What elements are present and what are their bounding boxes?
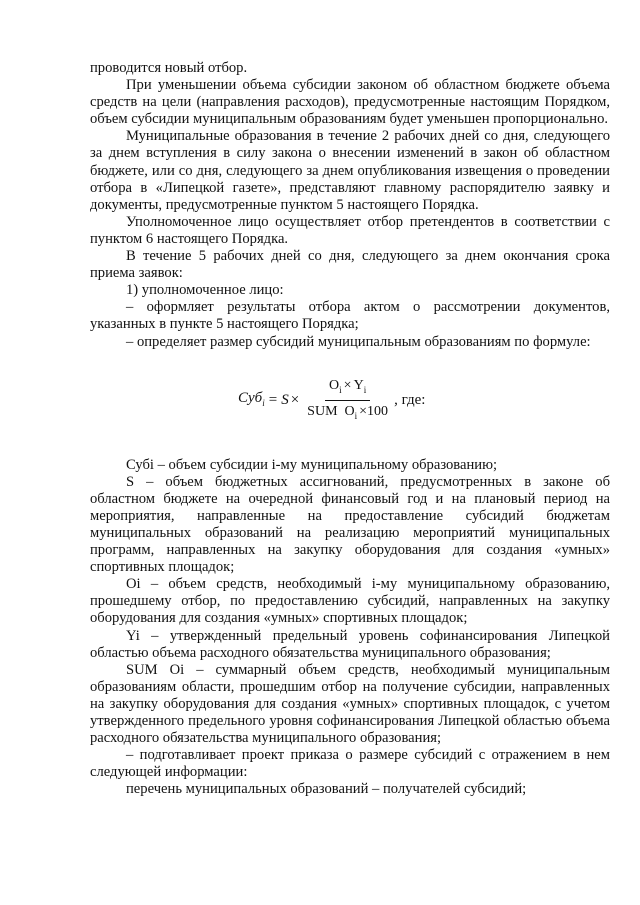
paragraph-sum-definition: SUM Oi – суммарный объем средств, необходимый муниципальным образованиям области, прошедшим отбор на получение субсидии, направленных на закупку оборудования для создания «умных» спортивных площадок, с учетом утвержденного предельного уровня софинансирования Липецкой областью объема расходного обязательства муниципального образования;	[90, 661, 610, 747]
paragraph-sub-definition: Субi – объем субсидии i-му муниципальному образованию;	[126, 456, 498, 473]
formula-numerator: $O_i \times Y_i$	[325, 377, 370, 402]
subsidy-formula	[238, 377, 425, 426]
paragraph-s-definition: S – объем бюджетных ассигнований, предусмотренных в законе об областном бюджете на очередной финансовый год и на плановый период на мероприятия, направленные на предоставление субсидий бюджетам муниципальных образований на реализацию мероприятий муниципальных программ, направленных на закупку оборудования для создания «умных» спортивных площадок;	[90, 473, 610, 576]
text-section-bottom	[90, 457, 610, 799]
paragraph-recipients-list: перечень муниципальных образований – получателей субсидий;	[126, 781, 527, 798]
formula-denominator: SUM $O_i \times 100$	[307, 404, 389, 422]
formula-s: S	[281, 392, 289, 409]
paragraph-authorized-person: 1) уполномоченное лицо:	[126, 282, 284, 299]
formula-lhs: Суб$_i$	[238, 389, 265, 408]
paragraph-y-definition: Yi – утвержденный предельный уровень софинансирования Липецкой областью объема расходного обязательства муниципального образования;	[90, 627, 610, 661]
formula-block	[90, 351, 610, 457]
paragraph-new-selection: проводится новый отбор.	[90, 60, 248, 76]
paragraph-municipal-deadline: Муниципальные образования в течение 2 рабочих дней со дня, следующего за днем вступления в силу закона о внесении изменений в закон об областном бюджете, или со дня, следующего за днем опубликования извещения о проведении отбора в «Липецкой газете», представляют главному распорядителю заявку и документы, предусмотренные пунктом 5 настоящего Порядка.	[90, 128, 610, 213]
paragraph-authorized-selection: Уполномоченное лицо осуществляет отбор претендентов в соответствии с пунктом 6 настоящего Порядка.	[90, 213, 610, 247]
formula-times: ×	[290, 392, 300, 409]
paragraph-results-act: – оформляет результаты отбора актом о рассмотрении документов, указанных в пункте 5 настоящего Порядка;	[90, 299, 610, 333]
formula-eq: =	[268, 392, 278, 409]
paragraph-subsidy-reduction: При уменьшении объема субсидии законом об областном бюджете объема средств на цели (направления расходов), предусмотренные настоящим Порядком, объем субсидии муниципальным образованиям будет уменьшен пропорционально.	[90, 77, 610, 128]
paragraph-formula-intro: – определяет размер субсидий муниципальным образованиям по формуле:	[126, 333, 591, 350]
formula-suffix: , где:	[394, 392, 426, 409]
text-section-top	[90, 60, 610, 351]
document-page	[90, 60, 610, 798]
formula-fraction	[303, 377, 392, 426]
paragraph-o-definition: Oi – объем средств, необходимый i-му муниципальному образованию, прошедшему отбор, по предоставлению субсидий, направленных на закупку оборудования для создания «умных» спортивных площадок;	[90, 576, 610, 627]
paragraph-five-days: В течение 5 рабочих дней со дня, следующего за днем окончания срока приема заявок:	[90, 248, 610, 282]
paragraph-order-draft: – подготавливает проект приказа о размере субсидий с отражением в нем следующей информации:	[90, 747, 610, 781]
